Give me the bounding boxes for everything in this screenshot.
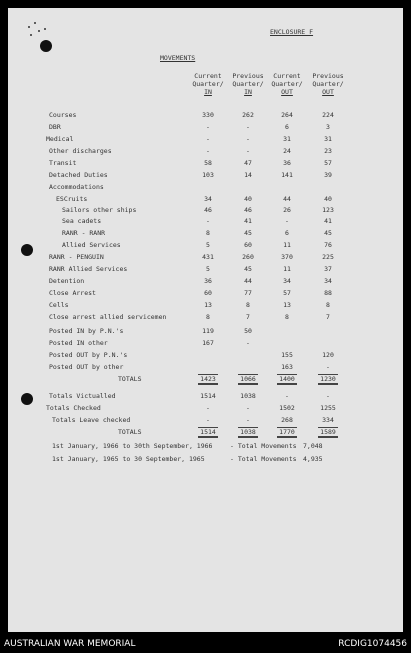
cell-value: 141 [281,171,293,179]
cell-value: 163 [281,363,293,371]
column-header-line: Quarter/ [232,80,264,88]
row-label: Other discharges [49,147,112,155]
cell-value: 334 [322,416,334,424]
cell-value: 77 [244,289,252,297]
row-label: Sailors other ships [62,206,137,214]
cell-value: 37 [324,265,332,273]
column-header-line: IN [244,88,252,96]
cell-value: 5 [206,241,210,249]
row-label: Accommodations [49,183,104,191]
row-label: Transit [49,159,77,167]
total-value: 1066 [240,375,256,383]
cell-value: 13 [204,301,212,309]
footer-bar [0,635,411,653]
column-header-line: Quarter/ [312,80,344,88]
cell-value: 1255 [320,404,336,412]
summary-label: - Total Movements [230,455,297,463]
cell-value: 31 [324,135,332,143]
cell-value: 50 [244,327,252,335]
document-page [8,8,403,632]
summary-label: - Total Movements [230,442,297,450]
cell-value: 40 [324,195,332,203]
row-label: Posted OUT by other [49,363,124,371]
cell-value: 8 [246,301,250,309]
cell-value: 120 [322,351,334,359]
cell-value: - [285,392,289,400]
summary-value: 7,048 [303,442,323,450]
cell-value: 58 [204,159,212,167]
cell-value: 1502 [279,404,295,412]
cell-value: 34 [204,195,212,203]
cell-value: 7 [326,313,330,321]
cell-value: 45 [244,229,252,237]
row-label: TOTALS [118,428,142,436]
column-header-line: OUT [322,88,334,96]
cell-value: 13 [283,301,291,309]
cell-value: 36 [283,159,291,167]
row-label: Close arrest allied servicemen [49,313,167,321]
cell-value: 431 [202,253,214,261]
cell-value: 225 [322,253,334,261]
cell-value [308,375,348,383]
cell-value: - [285,217,289,225]
cell-value [308,428,348,436]
page-title: MOVEMENTS [160,54,196,62]
row-label: Allied Services [62,241,121,249]
row-label: TOTALS [118,375,142,383]
cell-value: 41 [324,217,332,225]
row-label: Totals Leave checked [52,416,131,424]
cell-value: 34 [324,277,332,285]
column-header-line: IN [204,88,212,96]
cell-value: 34 [283,277,291,285]
punch-hole [21,244,33,256]
cell-value [228,375,268,383]
cell-value: 60 [204,289,212,297]
summary-value: 4,935 [303,455,323,463]
cell-value: 46 [204,206,212,214]
total-value: 1038 [240,428,256,436]
column-header-line: Quarter/ [192,80,224,88]
cell-value: - [206,147,210,155]
cell-value: 7 [246,313,250,321]
cell-value: 167 [202,339,214,347]
footer-institution: AUSTRALIAN WAR MEMORIAL [4,639,136,649]
cell-value: 8 [285,313,289,321]
cell-value: 46 [244,206,252,214]
row-label: Close Arrest [49,289,96,297]
cell-value: 370 [281,253,293,261]
cell-value: 45 [324,229,332,237]
summary-period: 1st January, 1966 to 30th September, 1966 [52,442,213,450]
cell-value: 8 [326,301,330,309]
cell-value: 6 [285,123,289,131]
row-label: Posted OUT by P.N.'s [49,351,128,359]
cell-value: 103 [202,171,214,179]
cell-value: 14 [244,171,252,179]
punch-hole [40,40,52,52]
row-label: Posted IN by P.N.'s [49,327,124,335]
row-label: RANR - PENGUIN [49,253,104,261]
cell-value: 119 [202,327,214,335]
cell-value: - [246,135,250,143]
row-label: ESCruits [56,195,88,203]
cell-value: 23 [324,147,332,155]
cell-value: 268 [281,416,293,424]
cell-value: 262 [242,111,254,119]
cell-value [188,375,228,383]
cell-value: 88 [324,289,332,297]
cell-value: 41 [244,217,252,225]
cell-value: 57 [283,289,291,297]
cell-value: 11 [283,241,291,249]
cell-value: 26 [283,206,291,214]
row-label: Sea cadets [62,217,102,225]
row-label: RANR - RANR [62,229,106,237]
column-header-line: Previous [312,72,344,80]
cell-value: 11 [283,265,291,273]
cell-value: - [246,416,250,424]
cell-value: 1038 [240,392,256,400]
cell-value: 123 [322,206,334,214]
cell-value: - [206,217,210,225]
cell-value: 330 [202,111,214,119]
cell-value: 5 [206,265,210,273]
cell-value: 57 [324,159,332,167]
cell-value: 44 [283,195,291,203]
row-label: Cells [49,301,69,309]
cell-value: - [246,123,250,131]
cell-value: 224 [322,111,334,119]
column-header-line: Previous [232,72,264,80]
row-label: RANR Allied Services [49,265,128,273]
row-label: Medical [46,135,74,143]
row-label: Courses [49,111,77,119]
cell-value: - [246,147,250,155]
row-label: Detached Duties [49,171,108,179]
cell-value [267,375,307,383]
cell-value: 6 [285,229,289,237]
row-label: DBR [49,123,61,131]
column-header-line: Current [194,72,222,80]
footer-id: RCDIG1074456 [338,639,407,649]
cell-value: 60 [244,241,252,249]
cell-value: - [206,404,210,412]
cell-value: 31 [283,135,291,143]
row-label: Detention [49,277,85,285]
cell-value: 260 [242,253,254,261]
cell-value: 40 [244,195,252,203]
cell-value: - [206,123,210,131]
punch-hole [21,393,33,405]
cell-value: - [326,363,330,371]
column-header-line: Current [273,72,301,80]
cell-value: - [326,392,330,400]
cell-value: - [206,135,210,143]
column-header-line: OUT [281,88,293,96]
row-label: Posted IN other [49,339,108,347]
cell-value: 264 [281,111,293,119]
row-label: Totals Victualled [49,392,116,400]
cell-value: 1514 [200,392,216,400]
cell-value: 8 [206,229,210,237]
column-header-line: Quarter/ [271,80,303,88]
cell-value: 24 [283,147,291,155]
total-value: 1589 [320,428,336,436]
cell-value: 39 [324,171,332,179]
cell-value: - [246,339,250,347]
cell-value: - [206,416,210,424]
total-value: 1400 [279,375,295,383]
cell-value: 47 [244,159,252,167]
summary-period: 1st January, 1965 to 30 September, 1965 [52,455,205,463]
cell-value: 3 [326,123,330,131]
total-value: 1230 [320,375,336,383]
cell-value [267,428,307,436]
total-value: 1770 [279,428,295,436]
cell-value [228,428,268,436]
cell-value [188,428,228,436]
total-value: 1514 [200,428,216,436]
cell-value: 44 [244,277,252,285]
row-label: Totals Checked [46,404,101,412]
cell-value: 76 [324,241,332,249]
cell-value: 8 [206,313,210,321]
cell-value: 155 [281,351,293,359]
cell-value: 36 [204,277,212,285]
enclosure-label: ENCLOSURE F [270,28,314,36]
cell-value: 45 [244,265,252,273]
cell-value: - [246,404,250,412]
total-value: 1423 [200,375,216,383]
